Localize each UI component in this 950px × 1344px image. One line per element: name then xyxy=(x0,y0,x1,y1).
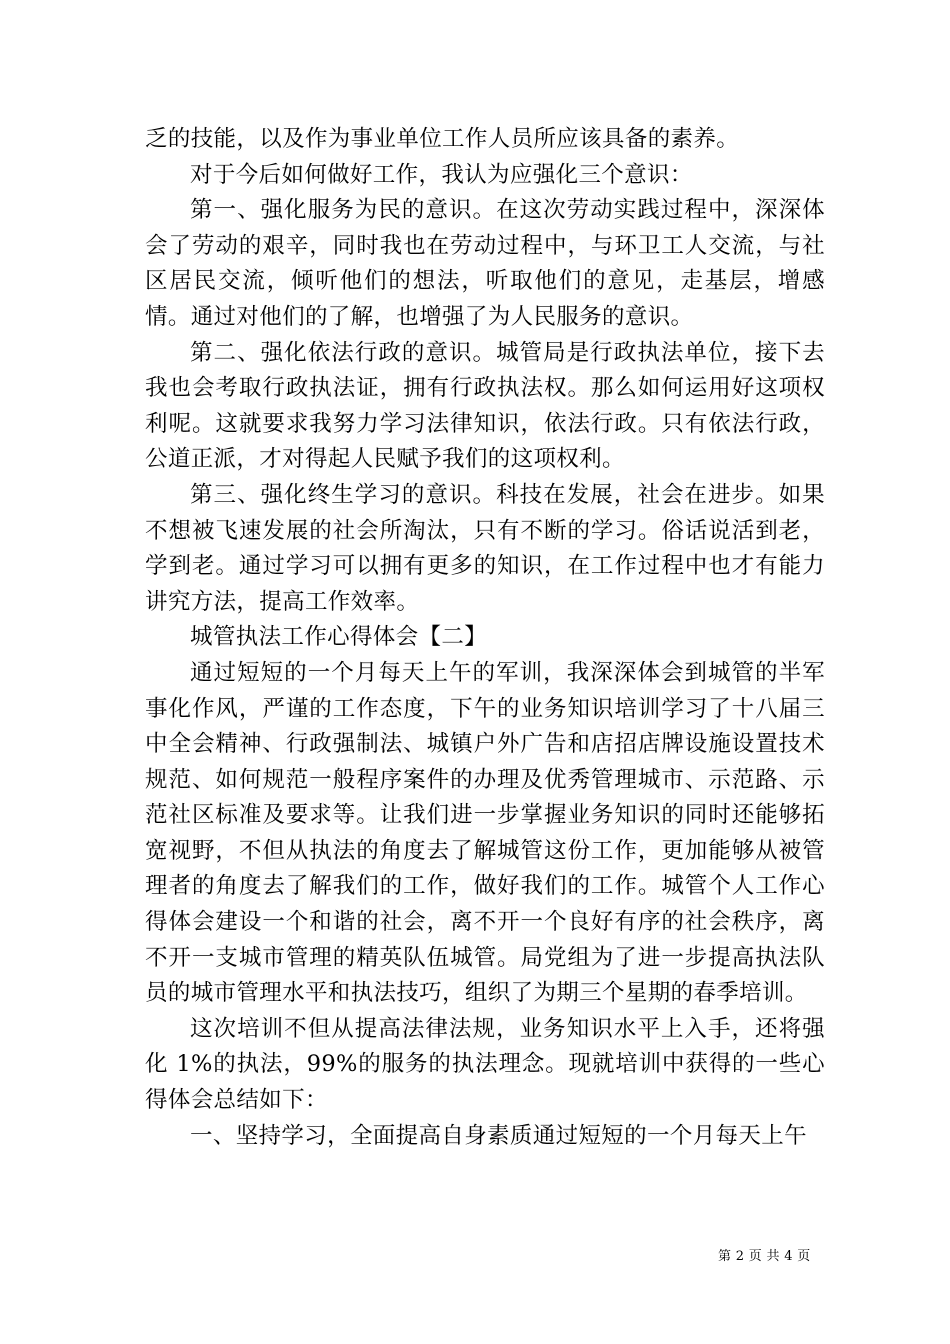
paragraph-7: 通过短短的一个月每天上午的军训，我深深体会到城管的半军事化作风，严谨的工作态度，下午的业务知识培训学习了十八届三中全会精神、行政强制法、城镇户外广告和店招店牌设施设置技术规范、如何规范一般程序案件的办理及优秀管理城市、示范路、示范社区标准及要求等。让我们进一步掌握业务知识的同时还能够拓宽视野，不但从执法的角度去了解城管这份工作，更加能够从被管理者的角度去了解我们的工作，做好我们的工作。城管个人工作心得体会建设一个和谐的社会，离不开一个良好有序的社会秩序，离不开一支城市管理的精英队伍城管。局党组为了进一步提高执法队员的城市管理水平和执法技巧，组织了为期三个星期的春季培训。 xyxy=(145,659,825,1007)
page-number-footer: 第 2 页 共 4 页 xyxy=(718,1249,811,1264)
paragraph-1: 乏的技能，以及作为事业单位工作人员所应该具备的素养。 xyxy=(145,126,740,152)
document-body xyxy=(145,122,825,1154)
paragraph-2: 对于今后如何做好工作，我认为应强化三个意识： xyxy=(190,161,693,188)
paragraph-3: 第一、强化服务为民的意识。在这次劳动实践过程中，深深体会了劳动的艰辛，同时我也在劳动过程中，与环卫工人交流，与社区居民交流，倾听他们的想法，听取他们的意见，走基层，增感情。通过对他们的了解，也增强了为人民服务的意识。 xyxy=(145,197,825,330)
paragraph-9: 一、坚持学习，全面提高自身素质通过短短的一个月每天上午 xyxy=(190,1122,807,1149)
paragraph-5: 第三、强化终生学习的意识。科技在发展，社会在进步。如果不想被飞速发展的社会所淘汰，只有不断的学习。俗话说活到老，学到老。通过学习可以拥有更多的知识，在工作过程中也才有能力讲究方法，提高工作效率。 xyxy=(145,481,825,615)
section-heading: 城管执法工作心得体会【二】 xyxy=(190,624,488,651)
paragraph-4: 第二、强化依法行政的意识。城管局是行政执法单位，接下去我也会考取行政执法证，拥有行政执法权。那么如何运用好这项权利呢。这就要求我努力学习法律知识，依法行政。只有依法行政，公道正派，才对得起人民赋予我们的这项权利。 xyxy=(145,339,825,473)
paragraph-8: 这次培训不但从提高法律法规，业务知识水平上入手，还将强化 1%的执法，99%的服务的执法理念。现就培训中获得的一些心得体会总结如下： xyxy=(145,1015,825,1114)
